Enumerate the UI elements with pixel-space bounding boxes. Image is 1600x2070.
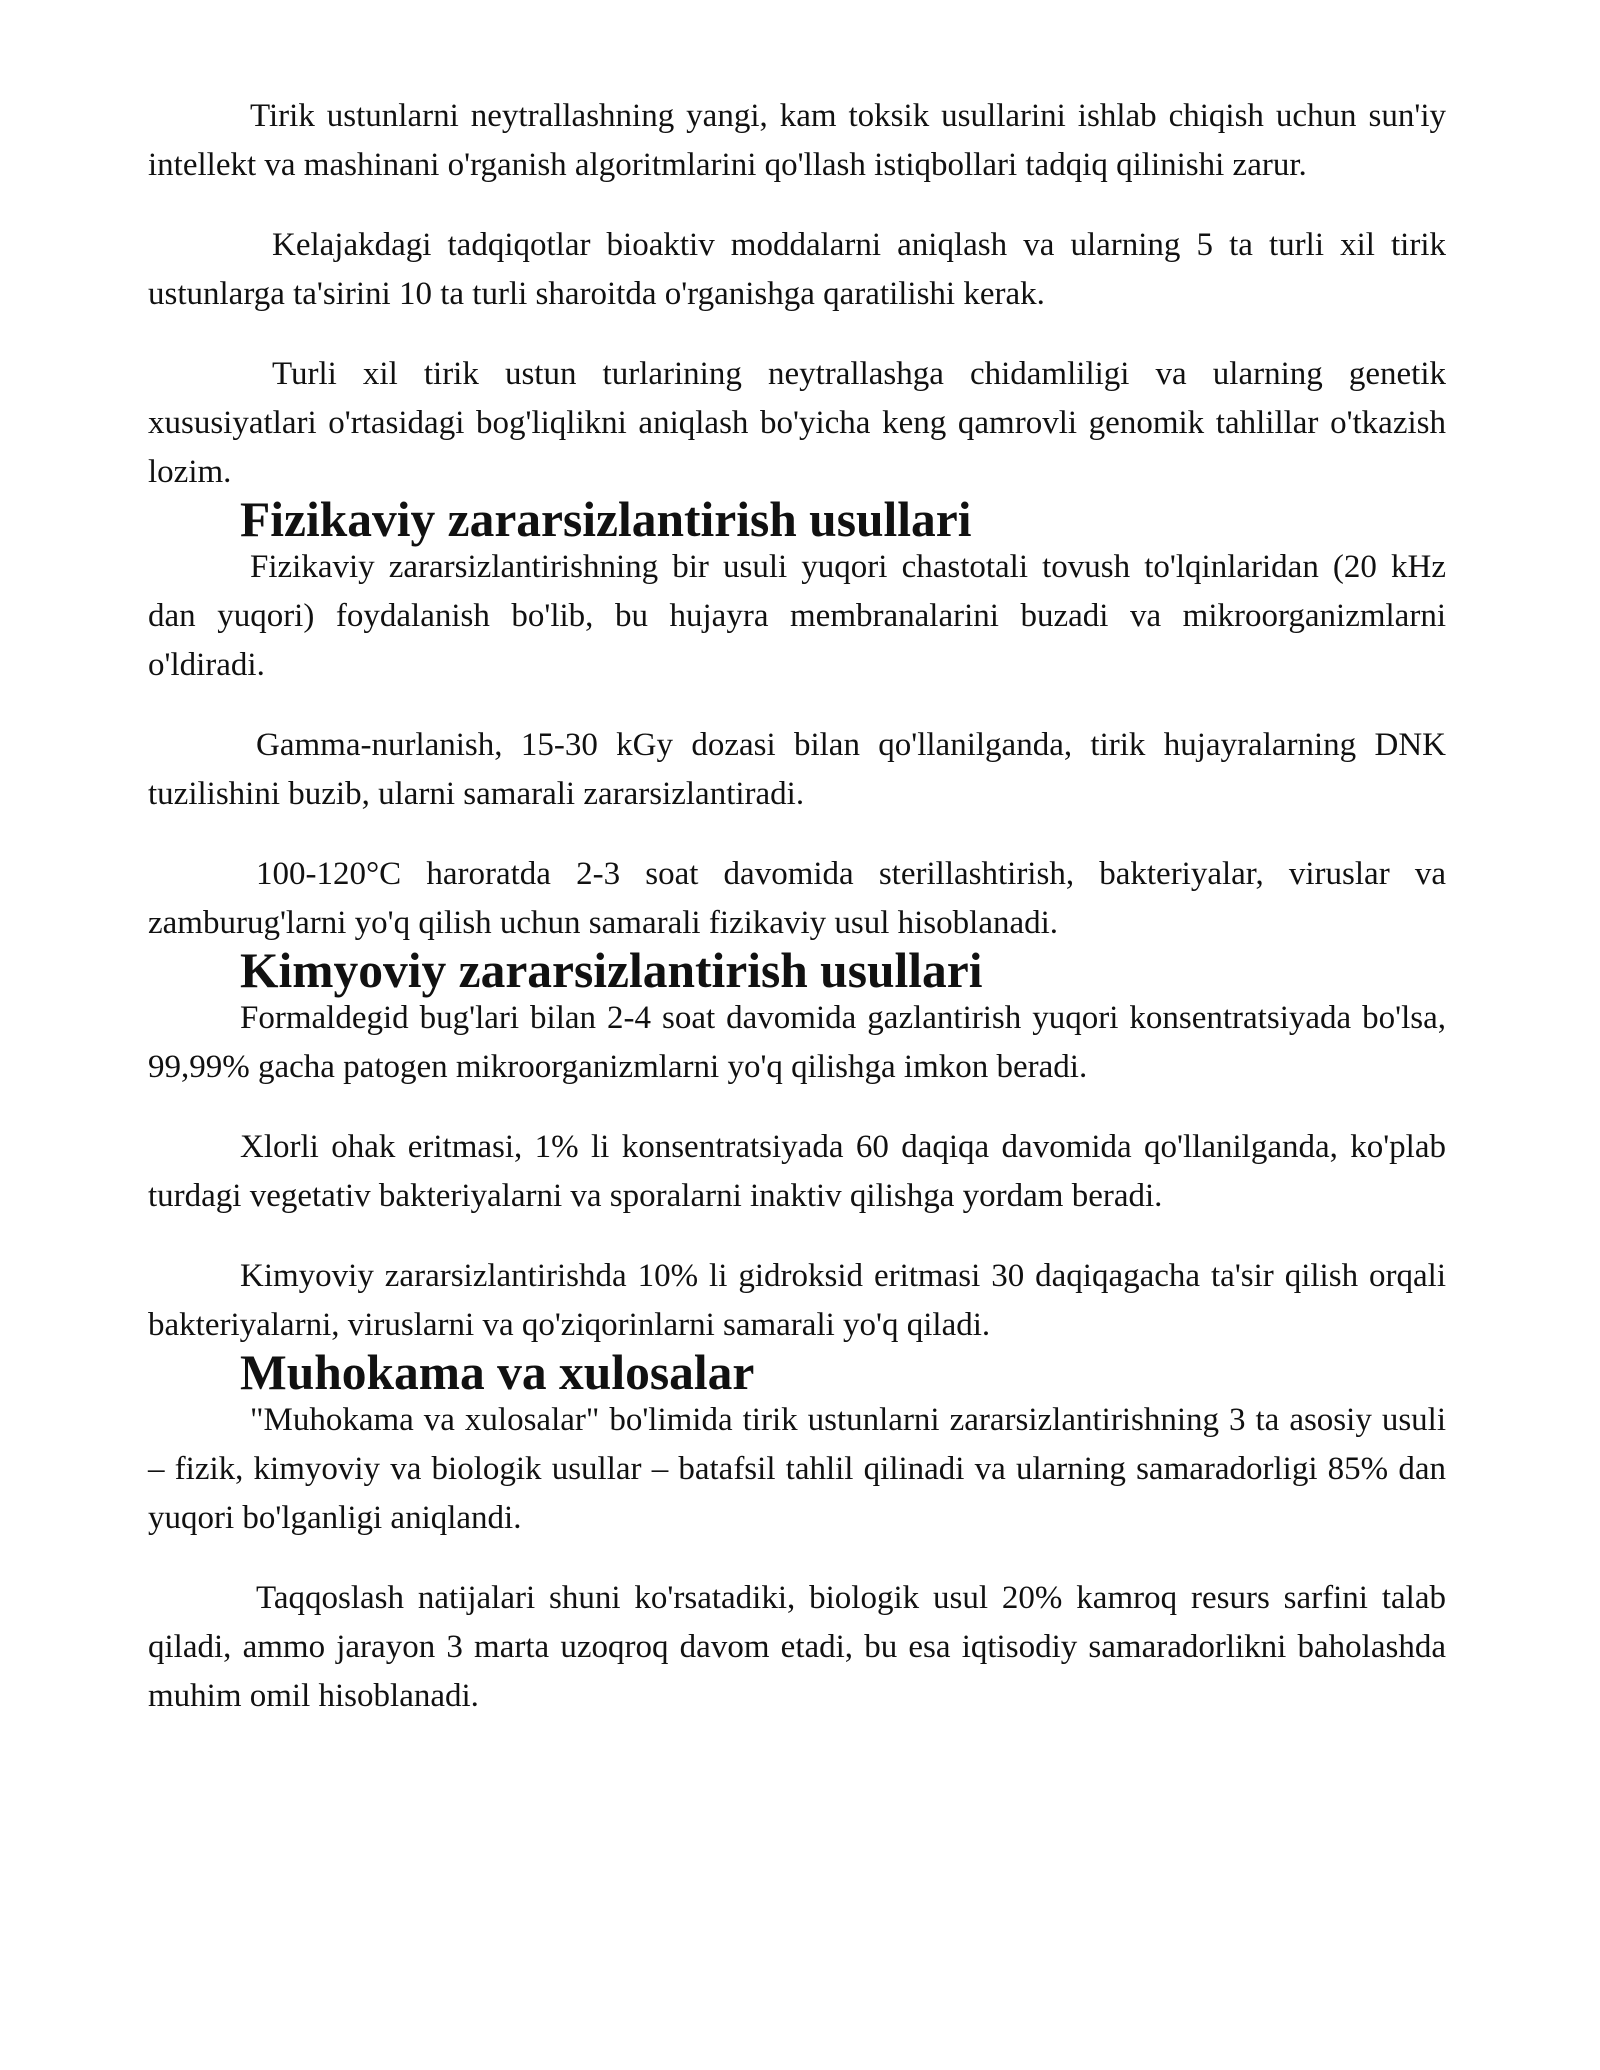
paragraph-genomic-analysis: Turli xil tirik ustun turlarining neytrallashga chidamliligi va ularning genetik xususiyatlari o'rtasidagi bog'liqlikni aniqlash bo'yicha keng qamrovli genomik tahlillar o'tkazish lozim. (148, 356, 1446, 490)
paragraph-chlorine-lime: Xlorli ohak eritmasi, 1% li konsentratsiyada 60 daqiqa davomida qo'llanilganda, ko'plab turdagi vegetativ bakteriyalarni va sporalarni inaktiv qilishga yordam beradi. (148, 1129, 1446, 1214)
document-page (148, 92, 1446, 1721)
paragraph-comparison-results: Taqqoslash natijalari shuni ko'rsatadiki, biologik usul 20% kamroq resurs sarfini talab qiladi, ammo jarayon 3 marta uzoqroq davom etadi, bu esa iqtisodiy samaradorlikni baholashda muhim omil hisoblanadi. (148, 1580, 1446, 1714)
paragraph-gamma-radiation: Gamma-nurlanish, 15-30 kGy dozasi bilan qo'llanilganda, tirik hujayralarning DNK tuzilishini buzib, ularni samarali zararsizlantiradi. (148, 727, 1446, 812)
paragraph-ai-prospects: Tirik ustunlarni neytrallashning yangi, kam toksik usullarini ishlab chiqish uchun sun'iy intellekt va mashinani o'rganish algoritmlarini qo'llash istiqbollari tadqiq qilinishi zarur. (148, 98, 1446, 183)
heading-physical-methods: Fizikaviy zararsizlantirish usullari (240, 492, 972, 547)
paragraph-future-research: Kelajakdagi tadqiqotlar bioaktiv moddalarni aniqlash va ularning 5 ta turli xil tirik ustunlarga ta'sirini 10 ta turli sharoitda o'rganishga qaratilishi kerak. (148, 227, 1446, 312)
paragraph-ultrasound: Fizikaviy zararsizlantirishning bir usuli yuqori chastotali tovush to'lqinlaridan (20 kHz dan yuqori) foydalanish bo'lib, bu hujayra membranalarini buzadi va mikroorganizmlarni o'ldiradi. (148, 549, 1446, 683)
heading-chemical-methods: Kimyoviy zararsizlantirish usullari (240, 943, 983, 998)
paragraph-formaldehyde: Formaldegid bug'lari bilan 2-4 soat davomida gazlantirish yuqori konsentratsiyada bo'lsa, 99,99% gacha patogen mikroorganizmlarni yo'q qilishga imkon beradi. (148, 1000, 1446, 1085)
paragraph-discussion-summary: "Muhokama va xulosalar" bo'limida tirik ustunlarni zararsizlantirishning 3 ta asosiy usuli – fizik, kimyoviy va biologik usullar – batafsil tahlil qilinadi va ularning samaradorligi 85% dan yuqori bo'lganligi aniqlandi. (148, 1402, 1446, 1536)
paragraph-sterilization: 100-120°C haroratda 2-3 soat davomida sterillashtirish, bakteriyalar, viruslar va zamburug'larni yo'q qilish uchun samarali fizikaviy usul hisoblanadi. (148, 856, 1446, 941)
paragraph-hydroxide: Kimyoviy zararsizlantirishda 10% li gidroksid eritmasi 30 daqiqagacha ta'sir qilish orqali bakteriyalarni, viruslarni va qo'ziqorinlarni samarali yo'q qiladi. (148, 1258, 1446, 1343)
heading-discussion: Muhokama va xulosalar (240, 1345, 755, 1400)
